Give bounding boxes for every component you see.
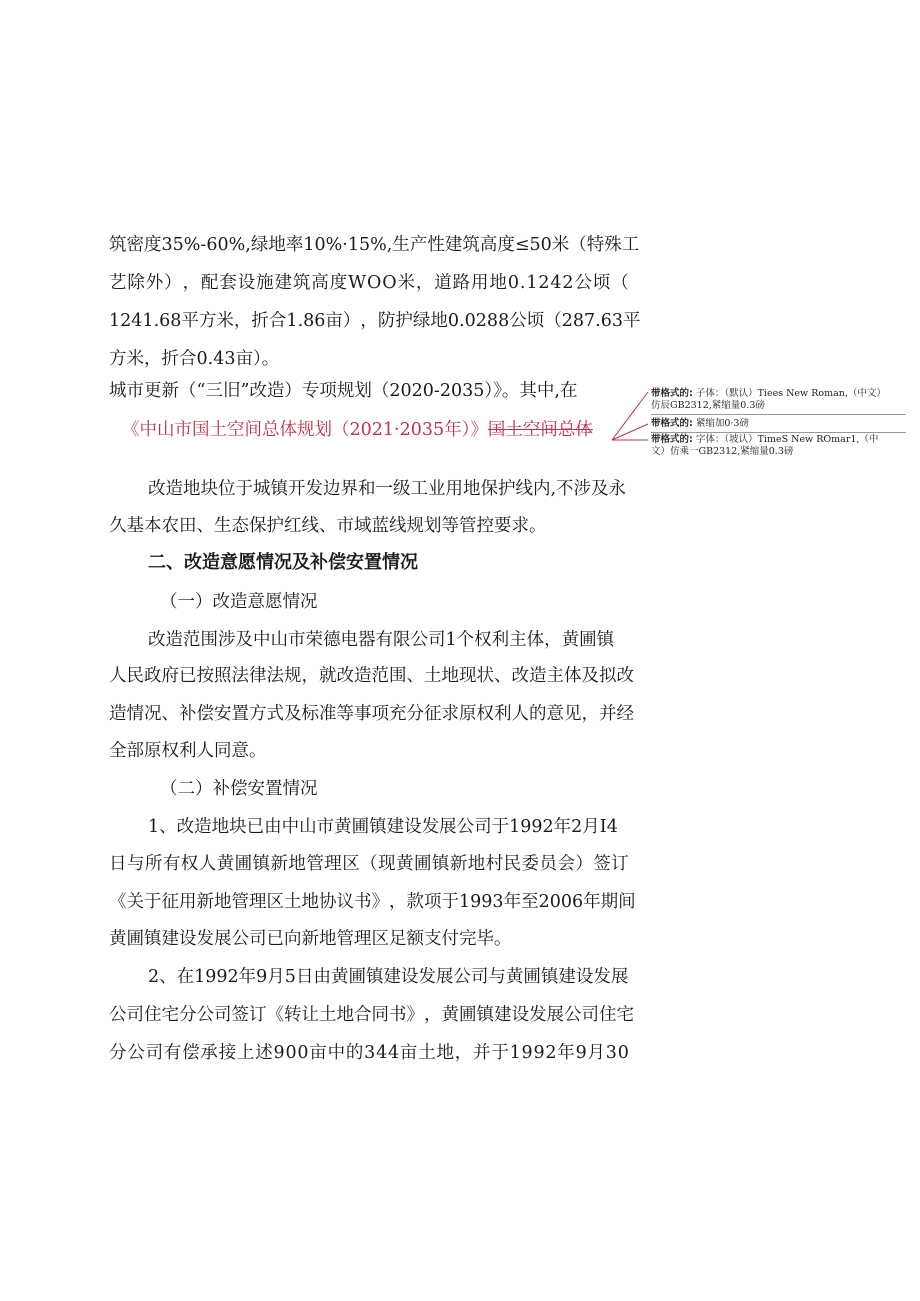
body-line: 艺 除 外 ） ， 配 套 设 施 建 筑 高 度 W O O 米 ， 道 路 用 地 0 . 1 2 4 2 公 顷 （ (109, 273, 629, 293)
body-line: 1 2 4 1 . 6 8 平 方 米 ， 折 合 1 . 8 6 亩 ） ， 防 护 绿 地 0 . 0 2 8 8 公 顷 （ 2 8 7 . 6 3 平 (109, 311, 641, 331)
body-line: 造 情 况 、 补 偿 安 置 方 式 及 标 准 等 事 项 充 分 征 求 原 权 利 人 的 意 见 ， 并 经 (109, 704, 634, 724)
format-comment[interactable]: 带格式的: 紧缩加0·3磅 (651, 418, 749, 429)
body-line: 久基本农田、生态保护红线、市域蓝线规划等管控要求。 (109, 516, 547, 536)
format-comment[interactable]: 带格式的: 子体：（默认）Tiees New Roman,（中文） 仿辰GB2312,紧缩量0.3磅 (651, 388, 886, 411)
body-line: 分 公 司 有 偿 承 接 上 述 9 0 0 亩 中 的 3 4 4 亩 土 地 ， 并 于 1 9 9 2 年 9 月 3 0 (109, 1043, 629, 1063)
body-line: 2、在1992年9月5日由黄圃镇建设发展公司与黄圃镇建设发展 (148, 967, 629, 987)
subsection-heading: （一）改造意愿情况 (160, 592, 318, 612)
body-line: 黄圃镇建设发展公司已向新地管理区足额支付完毕。 (109, 929, 512, 949)
body-line: 公 司 住 宅 分 公 司 签 订 《 转 让 土 地 合 同 书 》 ， 黄 圃 镇 建 设 发 展 公 司 住 宅 (109, 1005, 634, 1025)
body-line: 人 民 政 府 已 按 照 法 律 法 规 ， 就 改 造 范 围 、 土 地 现 状 、 改 造 主 体 及 拟 改 (109, 666, 634, 686)
format-comment[interactable]: 带格式的: 字体：（坡认）TimeS New ROmar1,（中 文）仿乘一GB2312,紧缩量0.3磅 (651, 434, 879, 457)
subsection-heading: （二）补偿安置情况 (160, 779, 318, 799)
body-line: 《 关 于 征 用 新 地 管 理 区 土 地 协 议 书 》 ， 款 项 于 1 9 9 3 年 至 2 0 0 6 年 期 间 (109, 892, 636, 912)
inserted-text: 《中山市国土空间总体规划（2021·2035年）》 (122, 420, 488, 440)
body-line: 日 与 所 有 权 人 黄 圃 镇 新 地 管 理 区 （ 现 黄 圃 镇 新 地 村 民 委 员 会 ） 签 订 (109, 854, 629, 874)
body-line: 方米，折合0.43亩）。 (109, 349, 280, 369)
body-line: 筑 密 度 3 5 % - 6 0 % , 绿 地 率 1 0 % · 1 5 % , 生 产 性 建 筑 高 度 ≤ 5 0 米 （ 特 殊 工 (109, 235, 640, 255)
body-line: 城市更新（“三旧”改造）专项规划（2020-2035）》。其中,在 (109, 381, 578, 401)
body-line: 改造范围涉及中山市荣德电器有限公司1个权利主体，黄圃镇 (148, 630, 615, 650)
section-heading: 二、改造意愿情况及补偿安置情况 (148, 552, 418, 573)
body-line: 1、改造地块已由中山市黄圃镇建设发展公司于1992年2月I4 (148, 817, 618, 837)
body-line: 改造地块位于城镇开发边界和一级工业用地保护线内,不涉及永 (148, 479, 627, 499)
deleted-text: 国土空间总体 (487, 420, 593, 440)
body-line: 全部原权利人同意。 (109, 741, 267, 761)
